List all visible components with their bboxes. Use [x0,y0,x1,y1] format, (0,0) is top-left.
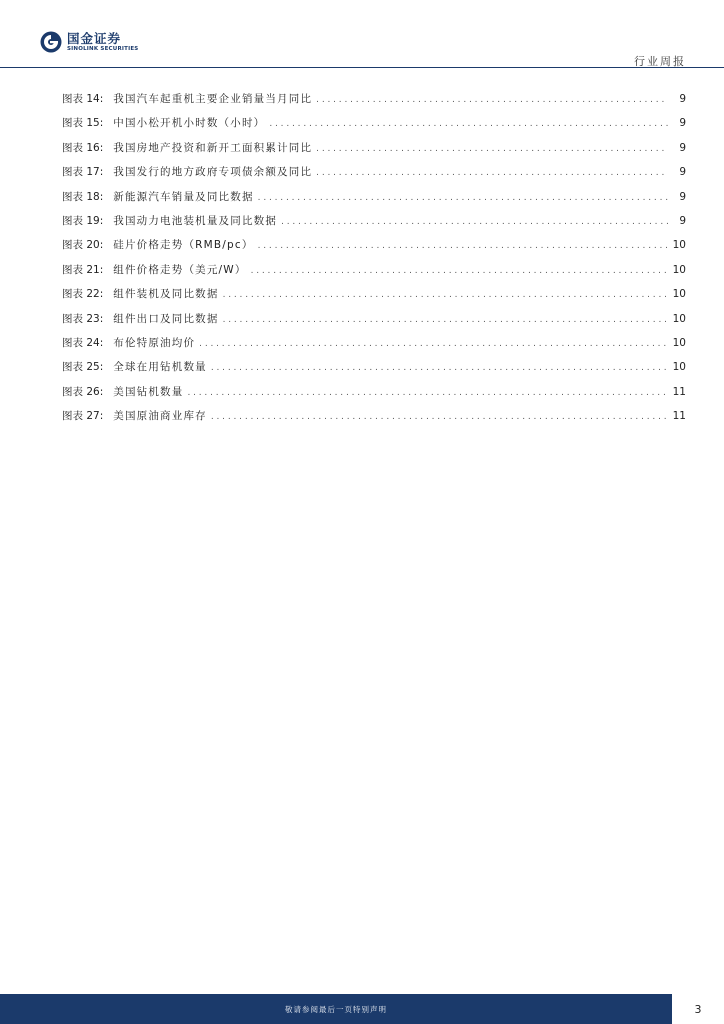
dot-leader [316,95,668,105]
toc-entry[interactable] [62,91,686,115]
dot-leader [281,217,668,227]
figure-index-list [62,91,686,432]
dot-leader [199,339,668,349]
figure-number: 图表 17: [62,166,104,179]
header-divider [0,67,724,68]
figure-page-number: 11 [672,385,686,398]
disclaimer-note: 敬请参阅最后一页特别声明 [285,1004,387,1014]
figure-page-number: 10 [672,263,686,276]
toc-entry[interactable] [62,262,686,286]
toc-entry-label [62,262,247,277]
figure-title: 中国小松开机小时数（小时） [113,117,266,130]
figure-title: 新能源汽车销量及同比数据 [113,190,254,203]
figure-title: 全球在用钻机数量 [113,361,207,374]
figure-title: 组件装机及同比数据 [113,288,219,301]
figure-page-number: 11 [672,410,686,423]
figure-number: 图表 27: [62,410,104,423]
footer-bar [0,994,672,1024]
figure-title: 组件价格走势（美元/W） [113,263,247,276]
toc-entry-label [62,237,254,252]
figure-page-number: 9 [679,214,686,227]
logo-chinese-name: 国金证券 [67,30,122,46]
figure-number: 图表 25: [62,361,104,374]
toc-entry-label [62,115,265,130]
sinolink-logo-icon [40,31,62,53]
figure-title: 组件出口及同比数据 [113,312,219,325]
figure-number: 图表 20: [62,239,104,252]
figure-title: 硅片价格走势（RMB/pc） [113,239,254,252]
figure-number: 图表 21: [62,263,104,276]
figure-title: 我国房地产投资和新开工面积累计同比 [113,141,313,154]
toc-entry-label [62,359,207,374]
toc-entry[interactable] [62,359,686,383]
dot-leader [251,266,668,276]
toc-entry-label [62,408,207,423]
figure-number: 图表 19: [62,214,104,227]
dot-leader [211,363,668,373]
figure-page-number: 10 [672,336,686,349]
figure-number: 图表 16: [62,141,104,154]
toc-entry-label [62,384,183,399]
figure-page-number: 10 [672,312,686,325]
toc-entry-label [62,140,312,155]
dot-leader [269,119,668,129]
figure-title: 我国汽车起重机主要企业销量当月同比 [113,93,313,105]
logo-english-name: SINOLINK SECURITIES [67,45,139,52]
figure-title: 布伦特原油均价 [113,336,196,349]
dot-leader [258,193,668,203]
dot-leader [316,168,668,178]
figure-page-number: 10 [672,288,686,301]
figure-page-number: 9 [679,166,686,179]
toc-entry-label [62,164,312,179]
dot-leader [187,388,668,398]
report-type-label: 行业周报 [634,55,686,68]
toc-entry[interactable] [62,213,686,237]
toc-entry-label [62,311,219,326]
toc-entry[interactable] [62,115,686,139]
figure-number: 图表 23: [62,312,104,325]
toc-entry-label [62,286,219,301]
figure-page-number: 10 [672,361,686,374]
dot-leader [223,315,668,325]
toc-entry[interactable] [62,189,686,213]
figure-page-number: 10 [672,239,686,252]
figure-title: 美国钻机数量 [113,385,184,398]
figure-number: 图表 26: [62,385,104,398]
toc-entry-label [62,213,277,228]
company-logo [40,31,138,53]
toc-entry-label [62,189,254,204]
figure-title: 我国发行的地方政府专项债余额及同比 [113,166,313,179]
figure-title: 我国动力电池装机量及同比数据 [113,214,278,227]
figure-number: 图表 14: [62,93,104,105]
figure-page-number: 9 [679,190,686,203]
toc-entry[interactable] [62,286,686,310]
toc-entry[interactable] [62,384,686,408]
figure-page-number: 9 [679,117,686,130]
figure-number: 图表 15: [62,117,104,130]
figure-number: 图表 22: [62,288,104,301]
toc-entry[interactable] [62,335,686,359]
toc-entry[interactable] [62,140,686,164]
figure-page-number: 9 [679,93,686,105]
figure-page-number: 9 [679,141,686,154]
figure-number: 图表 24: [62,336,104,349]
figure-title: 美国原油商业库存 [113,410,207,423]
toc-entry[interactable] [62,408,686,432]
toc-entry-label [62,91,312,106]
dot-leader [223,290,668,300]
figure-number: 图表 18: [62,190,104,203]
toc-entry[interactable] [62,237,686,261]
toc-entry[interactable] [62,311,686,335]
page-footer [0,994,724,1024]
dot-leader [211,412,668,422]
dot-leader [258,241,668,251]
dot-leader [316,144,668,154]
page-number: 3 [672,994,724,1024]
toc-entry-label [62,335,195,350]
toc-entry[interactable] [62,164,686,188]
